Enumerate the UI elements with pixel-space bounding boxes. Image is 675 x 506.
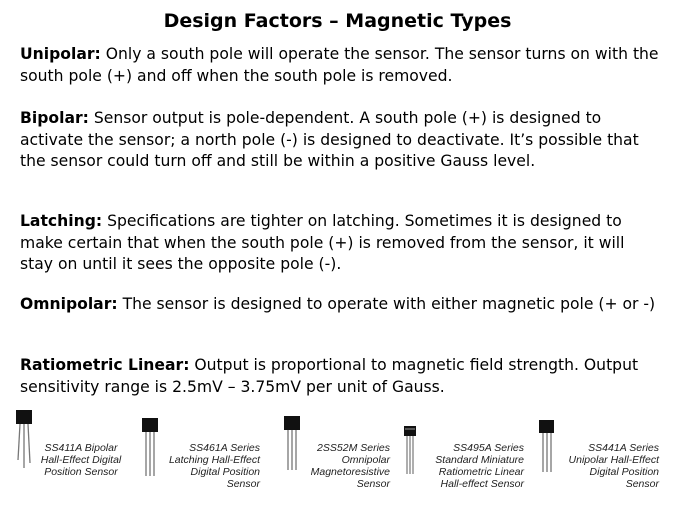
sensor-2ss52m [278, 408, 408, 503]
sensor-caption: SS441A Series Unipolar Hall-Effect Digital Position Sensor [568, 442, 659, 490]
section-term: Latching: [20, 212, 103, 230]
section-text: The sensor is designed to operate with either magnetic pole (+ or -) [117, 295, 656, 313]
sensor-caption: SS495A Series Standard Miniature Ratiometric Linear Hall-effect Sensor [435, 442, 524, 490]
section-unipolar [20, 44, 660, 87]
sensor-caption: 2SS52M Series Omnipolar Magnetoresistive Sensor [310, 442, 390, 490]
section-latching [20, 211, 660, 276]
sensor-ss411a [8, 408, 138, 503]
section-term: Bipolar: [20, 109, 89, 127]
section-term: Omnipolar: [20, 295, 118, 313]
section-bipolar [20, 108, 660, 173]
sensor-ss441a [535, 408, 665, 503]
sensor-caption: SS461A Series Latching Hall-Effect Digital Position Sensor [168, 442, 260, 490]
slide-title: Design Factors – Magnetic Types [163, 10, 512, 32]
section-text: Specifications are tighter on latching. Sometimes it is designed to make certain that when the south pole (+) is removed from the sensor, it will stay on until it sees the opposite pole (-). [20, 212, 625, 273]
section-ratiometric-linear [20, 355, 660, 398]
section-text: Only a south pole will operate the sensor. The sensor turns on with the south pole (+) and off when the south pole is removed. [20, 45, 659, 85]
section-term: Unipolar: [20, 45, 101, 63]
sensor-ss461a [140, 408, 270, 503]
section-text: Sensor output is pole-dependent. A south pole (+) is designed to activate the sensor; a north pole (-) is designed to deactivate. It’s possible that the sensor could turn off and still be within a positive Gauss level. [20, 109, 639, 170]
sensor-ss495a [398, 408, 528, 503]
sensor-caption: SS411A Bipolar Hall-Effect Digital Position Sensor [40, 442, 122, 478]
section-term: Ratiometric Linear: [20, 356, 190, 374]
section-text: Output is proportional to magnetic field strength. Output sensitivity range is 2.5mV – 3.75mV per unit of Gauss. [20, 356, 639, 396]
section-omnipolar [20, 294, 660, 316]
